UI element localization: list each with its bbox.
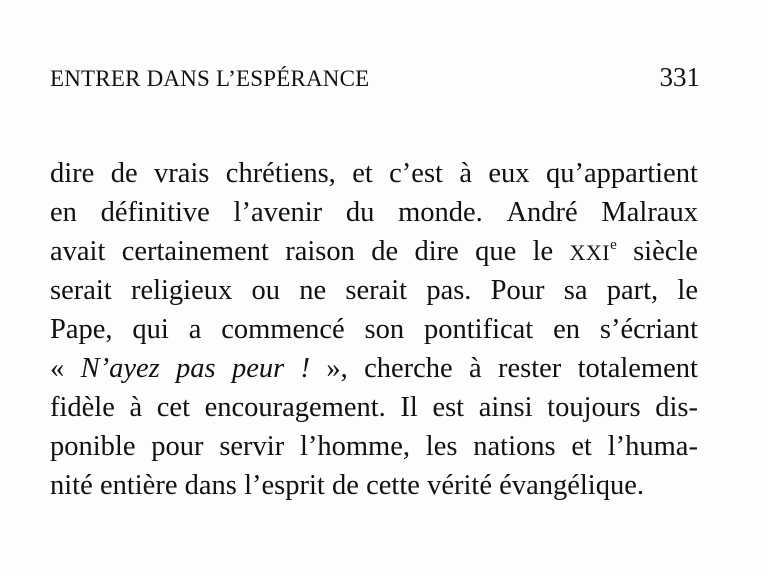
text-line: [50, 349, 698, 388]
text-line: [50, 193, 698, 232]
text-word: l’avenir: [233, 197, 323, 228]
text-word: «: [50, 353, 65, 384]
text-word: à: [459, 158, 473, 189]
running-title: ENTRER DANS L’ESPÉRANCE: [50, 66, 370, 91]
text-word: Pape,: [50, 314, 113, 345]
century-numeral: XXI: [569, 240, 611, 265]
text-word: du: [345, 197, 375, 228]
text-line: [50, 232, 698, 271]
text-word: l’esprit: [244, 470, 325, 501]
text-word: toujours: [547, 392, 641, 423]
text-word: »,: [326, 353, 348, 384]
text-word: évangélique.: [499, 470, 644, 501]
text-word: encouragement.: [204, 392, 386, 423]
text-word: s’écriant: [599, 314, 698, 345]
text-line: [50, 310, 698, 349]
text-word: certainement: [121, 236, 269, 267]
text-word: entière: [99, 470, 178, 501]
text-word: N’ayez: [80, 353, 160, 384]
text-word: pour: [151, 431, 204, 462]
text-word: peur: [231, 353, 285, 384]
text-word: de: [332, 470, 359, 501]
text-word: vrais: [154, 158, 210, 189]
text-word: religieux: [130, 275, 233, 306]
text-word: l’homme,: [299, 431, 411, 462]
text-word: dire: [50, 158, 95, 189]
text-word: dis-: [655, 392, 698, 423]
paragraph: [50, 154, 698, 505]
text-line: [50, 466, 698, 505]
text-word: l’huma-: [607, 431, 698, 462]
text-word: a: [188, 314, 202, 345]
text-word: dans: [184, 470, 237, 501]
text-word: en: [553, 314, 581, 345]
text-word: monde.: [398, 197, 483, 228]
text-word: son: [364, 314, 405, 345]
text-word: ou: [251, 275, 280, 306]
text-word: en: [50, 197, 77, 228]
text-word: que: [475, 236, 517, 267]
text-word: cherche: [364, 353, 453, 384]
text-word: ponible: [50, 431, 136, 462]
text-word: qu’appartient: [545, 158, 698, 189]
text-line: [50, 427, 698, 466]
text-word: Il: [400, 392, 418, 423]
text-word: avait: [50, 236, 106, 267]
text-word: les: [425, 431, 458, 462]
text-word: à: [469, 353, 482, 384]
text-word: rester: [497, 353, 562, 384]
text-word: fidèle: [50, 392, 115, 423]
text-line: [50, 271, 698, 310]
text-word: serait: [345, 275, 408, 306]
text-word: de: [110, 158, 138, 189]
text-word: définitive: [100, 197, 210, 228]
text-word: !: [300, 353, 311, 384]
text-word: Pour: [490, 275, 545, 306]
text-word: de: [371, 236, 399, 267]
text-word: sa: [563, 275, 588, 306]
text-word: dire: [414, 236, 459, 267]
century-suffix: e: [610, 237, 617, 253]
text-word: qui: [132, 314, 169, 345]
text-word: est: [432, 392, 465, 423]
text-word: cet: [156, 392, 190, 423]
text-word: ne: [299, 275, 327, 306]
text-word: [569, 232, 616, 271]
text-word: totalement: [577, 353, 698, 384]
text-word: Malraux: [601, 197, 698, 228]
text-word: et: [352, 158, 373, 189]
text-word: à: [129, 392, 143, 423]
text-word: cette: [366, 470, 420, 501]
text-word: le: [532, 236, 554, 267]
text-word: pas: [176, 353, 216, 384]
text-word: vérité: [427, 470, 492, 501]
text-word: ainsi: [478, 392, 533, 423]
text-word: siècle: [633, 236, 698, 267]
text-word: pas.: [426, 275, 472, 306]
text-word: André: [506, 197, 578, 228]
text-word: c’est: [389, 158, 443, 189]
text-word: le: [677, 275, 698, 306]
text-word: commencé: [221, 314, 345, 345]
text-word: serait: [50, 275, 112, 306]
text-word: et: [571, 431, 592, 462]
text-word: part,: [606, 275, 659, 306]
text-line: [50, 388, 698, 427]
text-line: [50, 154, 698, 193]
text-word: pontificat: [424, 314, 534, 345]
text-word: eux: [488, 158, 530, 189]
text-word: chrétiens,: [225, 158, 336, 189]
text-word: raison: [285, 236, 355, 267]
text-word: nations: [473, 431, 556, 462]
text-word: servir: [219, 431, 285, 462]
running-head: [50, 62, 700, 102]
text-word: nité: [50, 470, 93, 501]
page-number: 331: [659, 62, 700, 92]
